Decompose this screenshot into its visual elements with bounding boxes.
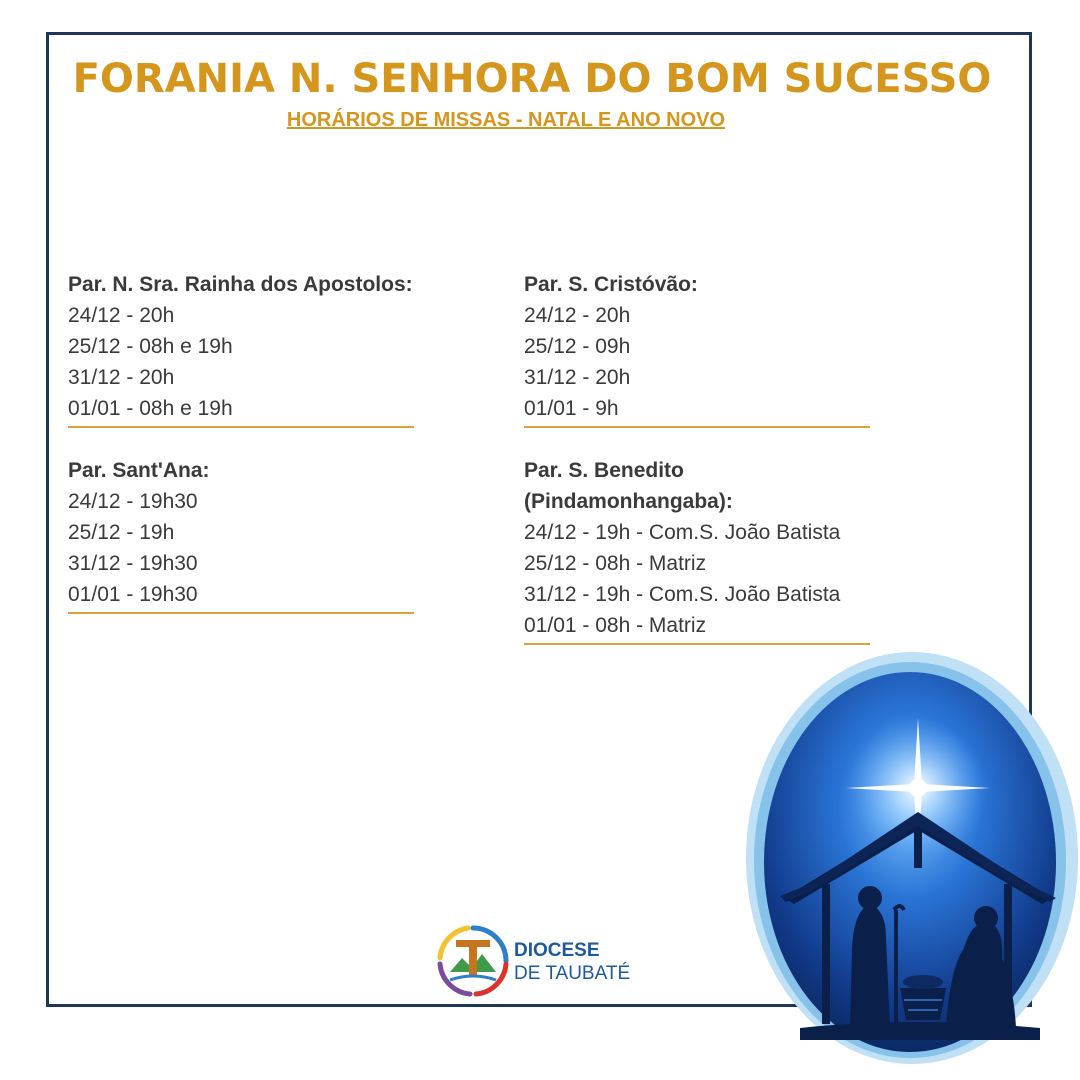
parish-name: Par. Sant'Ana: [68,459,210,482]
mass-time: 31/12 - 19h30 [68,552,198,575]
logo-line1: DIOCESE [514,940,600,961]
mass-time: 25/12 - 08h - Matriz [524,552,707,575]
page-title: FORANIA N. SENHORA DO BOM SUCESSO [72,56,992,102]
divider [68,426,414,428]
mass-time: 01/01 - 9h [524,397,619,420]
mass-time: 24/12 - 19h30 [68,490,198,513]
logo-line2: DE TAUBATÉ [514,963,631,984]
mass-time: 25/12 - 08h e 19h [68,335,233,358]
divider [524,426,870,428]
diocese-logo [436,924,636,1000]
parish-sao-benedito [524,455,870,645]
mass-time: 01/01 - 08h - Matriz [524,614,707,637]
mass-time: 25/12 - 19h [68,521,175,544]
nativity-scene-icon [740,648,1080,1080]
parish-rainha-apostolos [68,269,414,428]
parish-name: Par. N. Sra. Rainha dos Apostolos: [68,273,413,296]
divider [524,643,870,645]
mass-time: 24/12 - 19h - Com.S. João Batista [524,521,841,544]
diocese-tau-cross-icon [436,924,510,1000]
parish-sao-cristovao [524,269,870,428]
divider [68,612,414,614]
mass-time: 24/12 - 20h [524,304,631,327]
mass-time: 24/12 - 20h [68,304,175,327]
mass-time: 31/12 - 20h [524,366,631,389]
mass-time: 25/12 - 09h [524,335,631,358]
parish-name-line2: (Pindamonhangaba): [524,490,733,513]
parish-santana [68,455,414,614]
parish-name-line1: Par. S. Benedito [524,459,684,482]
mass-time: 31/12 - 19h - Com.S. João Batista [524,583,841,606]
parish-name: Par. S. Cristóvão: [524,273,698,296]
page-subtitle: HORÁRIOS DE MISSAS - NATAL E ANO NOVO [286,109,726,131]
mass-time: 01/01 - 19h30 [68,583,198,606]
mass-time: 01/01 - 08h e 19h [68,397,233,420]
mass-time: 31/12 - 20h [68,366,175,389]
